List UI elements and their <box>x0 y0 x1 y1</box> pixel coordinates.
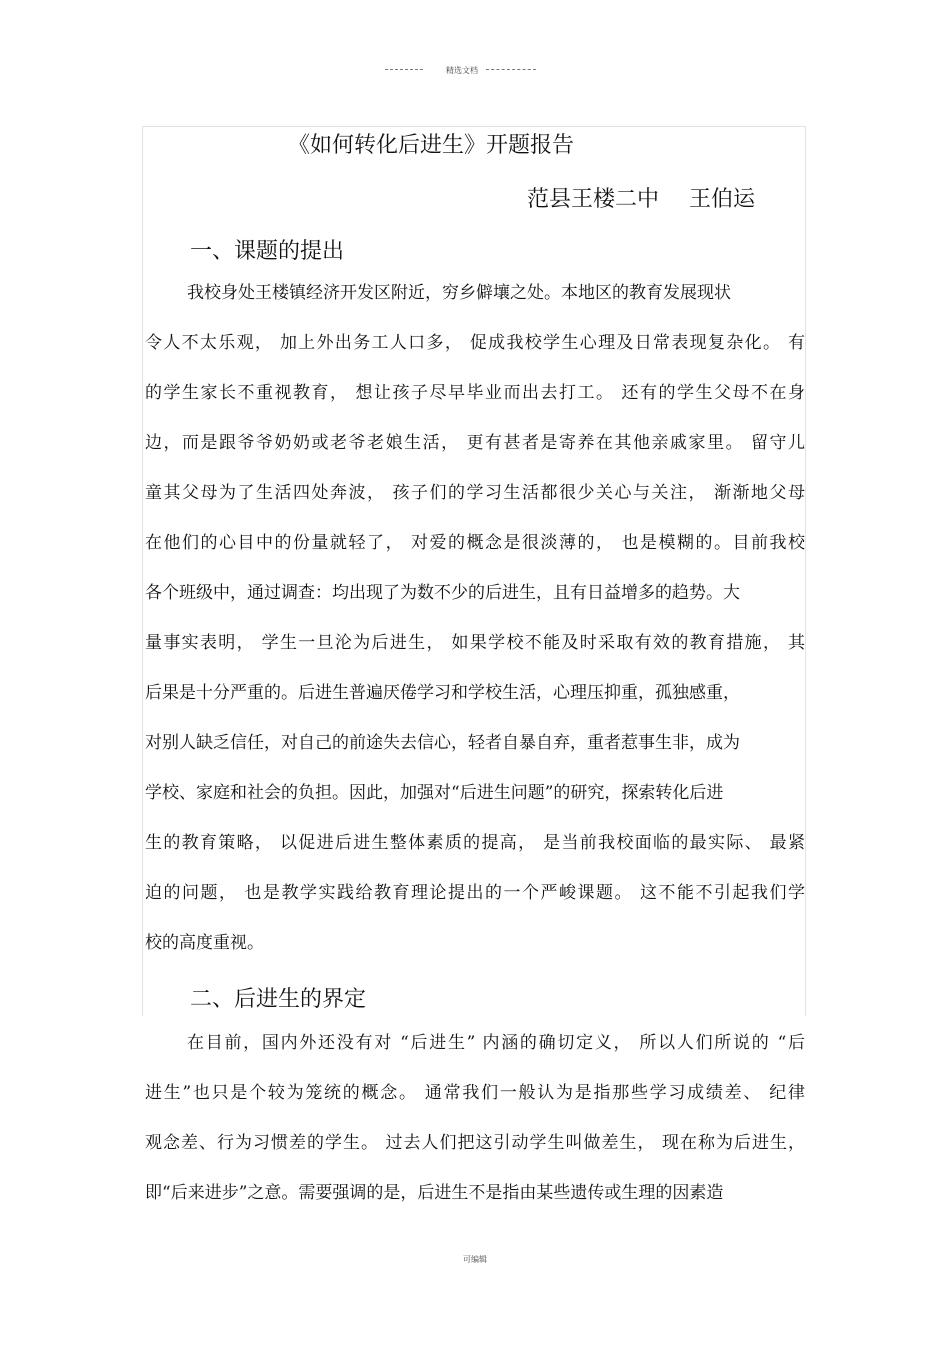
paragraph-line: 在目前，国内外还没有对 “后进生” 内涵的确切定义， 所以人们所说的 “后 <box>187 1033 805 1053</box>
author-school: 范县王楼二中 <box>527 187 660 212</box>
header-label: 精选文档 <box>446 66 478 75</box>
paragraph-line: 生的教育策略， 以促进后进生整体素质的提高， 是当前我校面临的最实际、 最紧 <box>145 833 805 853</box>
paragraph-line: 我校身处王楼镇经济开发区附近，穷乡僻壤之处。本地区的教育发展现状 <box>187 283 731 303</box>
section-heading-1: 一、课题的提出 <box>190 239 345 264</box>
document-title: 《如何转化后进生》开题报告 <box>288 133 575 158</box>
author-line <box>527 182 755 213</box>
paragraph-line: 学校、家庭和社会的负担。因此，加强对“后进生问题”的研究，探索转化后进 <box>145 783 724 803</box>
paragraph-line: 边，而是跟爷爷奶奶或老爷老娘生活， 更有甚者是寄养在其他亲戚家里。 留守儿 <box>145 433 805 453</box>
paragraph-line: 校的高度重视。 <box>145 933 264 953</box>
page-header <box>0 66 950 82</box>
header-dash-left <box>385 69 423 70</box>
page-footer: 可编辑 <box>463 1255 487 1264</box>
paragraph-line: 观念差、行为习惯差的学生。 过去人们把这引动学生叫做差生， 现在称为后进生， <box>145 1133 805 1153</box>
paragraph-line: 各个班级中，通过调查：均出现了为数不少的后进生，且有日益增多的趋势。大 <box>145 583 740 603</box>
paragraph-line: 在他们的心目中的份量就轻了， 对爱的概念是很淡薄的， 也是模糊的。目前我校 <box>145 533 805 553</box>
author-name: 王伯运 <box>689 187 756 212</box>
paragraph-line: 进生”也只是个较为笼统的概念。 通常我们一般认为是指那些学习成绩差、 纪律 <box>145 1083 805 1103</box>
paragraph-line: 的学生家长不重视教育， 想让孩子尽早毕业而出去打工。 还有的学生父母不在身 <box>145 383 805 403</box>
paragraph-line: 对别人缺乏信任，对自己的前途失去信心，轻者自暴自弃，重者惹事生非，成为 <box>145 733 740 753</box>
paragraph-line: 后果是十分严重的。后进生普遍厌倦学习和学校生活，心理压抑重，孤独感重， <box>145 683 740 703</box>
paragraph-line: 迫的问题， 也是教学实践给教育理论提出的一个严峻课题。 这不能不引起我们学 <box>145 883 805 903</box>
paragraph-line: 量事实表明， 学生一旦沦为后进生， 如果学校不能及时采取有效的教育措施， 其 <box>145 633 805 653</box>
section-heading-2: 二、后进生的界定 <box>190 987 367 1012</box>
paragraph-line: 童其父母为了生活四处奔波， 孩子们的学习生活都很少关心与关注， 渐渐地父母 <box>145 483 805 503</box>
paragraph-line: 令人不太乐观， 加上外出务工人口多， 促成我校学生心理及日常表现复杂化。 有 <box>145 333 805 353</box>
paragraph-line: 即“后来进步”之意。需要强调的是，后进生不是指由某些遗传或生理的因素造 <box>145 1183 724 1203</box>
header-dash-right <box>486 69 536 70</box>
